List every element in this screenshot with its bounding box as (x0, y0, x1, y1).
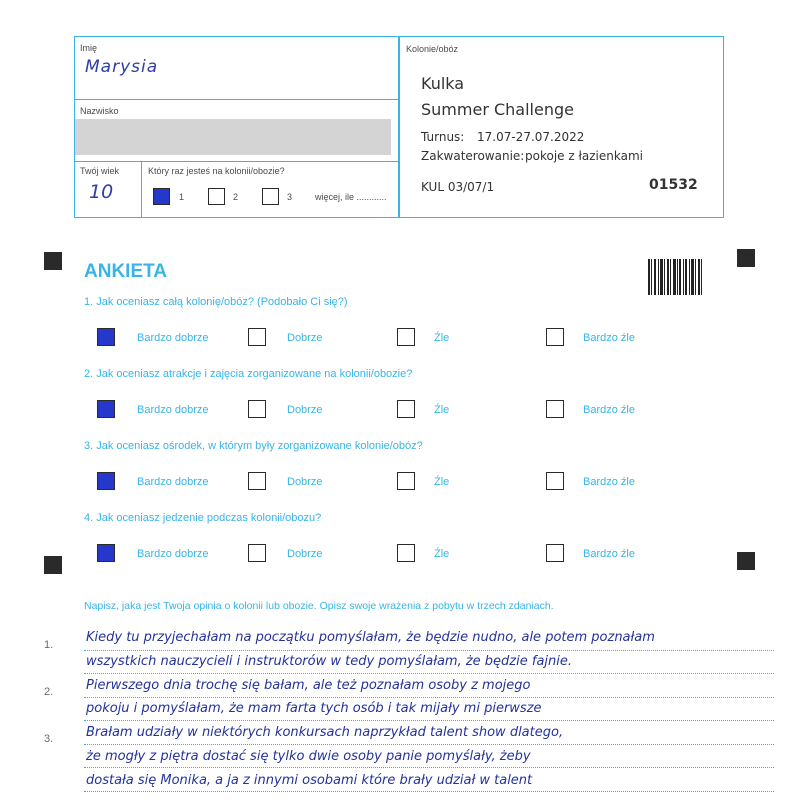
ktory-raz-checkbox-3[interactable] (262, 188, 279, 205)
imie-cell (75, 37, 399, 100)
turnus-value: 17.07-27.07.2022 (477, 130, 585, 144)
camp-number: 01532 (649, 177, 698, 193)
handwriting-line-5[interactable]: Brałam udziały w niektórych konkursach naprzykład talent show dlatego, (86, 725, 564, 740)
handwriting-line-7[interactable]: dostała się Monika, a ja z innymi osobami które brały udział w talent (86, 773, 533, 788)
answer-line-1 (84, 650, 774, 651)
question-4-option-label: Dobrze (287, 548, 323, 560)
question-3-checkbox-2[interactable] (248, 472, 266, 490)
question-3-option-label: Bardzo źle (583, 476, 635, 488)
question-3-checkbox-3[interactable] (397, 472, 415, 490)
question-1-checkbox-4[interactable] (546, 328, 564, 346)
answer-line-5 (84, 744, 774, 745)
kolonie-label: Kolonie/obóz (406, 44, 459, 54)
zakwaterowanie-label: Zakwaterowanie: (421, 149, 525, 163)
answer-line-7 (84, 791, 774, 792)
line-number-3: 3. (44, 733, 54, 745)
ktory-raz-cell (141, 161, 399, 217)
registration-marker-bottom-left (44, 556, 62, 574)
nazwisko-label: Nazwisko (80, 106, 119, 116)
question-2-option-label: Źle (434, 404, 450, 416)
ktory-raz-label: Który raz jesteś na kolonii/obozie? (148, 166, 285, 176)
question-4-text: 4. Jak oceniasz jedzenie podczas kolonii/obozu? (84, 512, 322, 524)
question-4-option-label: Bardzo źle (583, 548, 635, 560)
question-1-option-label: Źle (434, 332, 450, 344)
wiek-cell (75, 161, 142, 217)
question-1-option-label: Bardzo źle (583, 332, 635, 344)
ktory-raz-checkbox-2[interactable] (208, 188, 225, 205)
question-4-option-label: Źle (434, 548, 450, 560)
question-1-checkbox-2[interactable] (248, 328, 266, 346)
registration-marker-top-left (44, 252, 62, 270)
camp-code: KUL 03/07/1 (421, 180, 495, 194)
question-4-checkbox-3[interactable] (397, 544, 415, 562)
question-3-option-label: Dobrze (287, 476, 323, 488)
question-2-text: 2. Jak oceniasz atrakcje i zajęcia zorganizowane na kolonii/obozie? (84, 368, 413, 380)
handwriting-line-2[interactable]: wszystkich nauczycieli i instruktorów w tedy pomyślałam, że będzie fajnie. (86, 654, 573, 669)
zakwaterowanie-value: pokoje z łazienkami (525, 149, 643, 163)
question-2-option-label: Bardzo źle (583, 404, 635, 416)
imie-label: Imię (80, 43, 98, 53)
question-2-option-label: Bardzo dobrze (137, 404, 209, 416)
answer-line-6 (84, 767, 774, 768)
line-number-2: 2. (44, 686, 54, 698)
question-1-text: 1. Jak oceniasz całą kolonię/obóz? (Podobało Ci się?) (84, 296, 348, 308)
handwriting-line-6[interactable]: że mogły z piętra dostać się tylko dwie osoby panie pomyślały, żeby (86, 749, 531, 764)
nazwisko-cell (75, 99, 399, 162)
answer-line-3 (84, 697, 774, 698)
opinion-prompt: Napisz, jaka jest Twoja opinia o kolonii lub obozie. Opisz swoje wrażenia z pobytu w trzech zdaniach. (84, 600, 554, 612)
question-3-option-label: Źle (434, 476, 450, 488)
question-3-text: 3. Jak oceniasz ośrodek, w którym były zorganizowane kolonie/obóz? (84, 440, 423, 452)
question-2-checkbox-2[interactable] (248, 400, 266, 418)
wiek-label: Twój wiek (80, 166, 120, 176)
imie-value[interactable]: Marysia (85, 57, 159, 77)
answer-line-2 (84, 673, 774, 674)
ktory-raz-option-3: 3 (287, 192, 293, 202)
camp-name: Kulka (421, 74, 465, 93)
question-1-option-label: Bardzo dobrze (137, 332, 209, 344)
question-2-checkbox-1[interactable] (97, 400, 115, 418)
ktory-raz-option-2: 2 (233, 192, 239, 202)
question-4-option-label: Bardzo dobrze (137, 548, 209, 560)
question-2-checkbox-4[interactable] (546, 400, 564, 418)
question-1-checkbox-3[interactable] (397, 328, 415, 346)
question-4-checkbox-4[interactable] (546, 544, 564, 562)
wiek-value[interactable]: 10 (89, 181, 114, 203)
line-number-1: 1. (44, 639, 54, 651)
camp-subtitle: Summer Challenge (421, 100, 574, 119)
registration-marker-bottom-right (737, 552, 755, 570)
question-4-checkbox-2[interactable] (248, 544, 266, 562)
question-2-option-label: Dobrze (287, 404, 323, 416)
camp-info-box (398, 36, 724, 218)
ktory-raz-checkbox-1[interactable] (153, 188, 170, 205)
question-1-option-label: Dobrze (287, 332, 323, 344)
survey-title: ANKIETA (84, 261, 168, 282)
handwriting-line-3[interactable]: Pierwszego dnia trochę się bałam, ale też poznałam osoby z mojego (86, 678, 531, 693)
barcode-icon (648, 259, 702, 295)
nazwisko-redacted (75, 119, 391, 155)
ktory-raz-option-1: 1 (179, 192, 185, 202)
handwriting-line-1[interactable]: Kiedy tu przyjechałam na początku pomyślałam, że będzie nudno, ale potem poznałam (86, 630, 655, 645)
question-3-option-label: Bardzo dobrze (137, 476, 209, 488)
registration-marker-top-right (737, 249, 755, 267)
question-2-checkbox-3[interactable] (397, 400, 415, 418)
turnus-label: Turnus: (421, 130, 465, 144)
question-4-checkbox-1[interactable] (97, 544, 115, 562)
question-3-checkbox-1[interactable] (97, 472, 115, 490)
answer-line-4 (84, 720, 774, 721)
question-1-checkbox-1[interactable] (97, 328, 115, 346)
question-3-checkbox-4[interactable] (546, 472, 564, 490)
wiecej-label: więcej, ile ............ (315, 192, 387, 202)
handwriting-line-4[interactable]: pokoju i pomyślałam, że mam farta tych osób i tak mijały mi pierwsze (86, 701, 542, 716)
personal-info-box (74, 36, 400, 218)
